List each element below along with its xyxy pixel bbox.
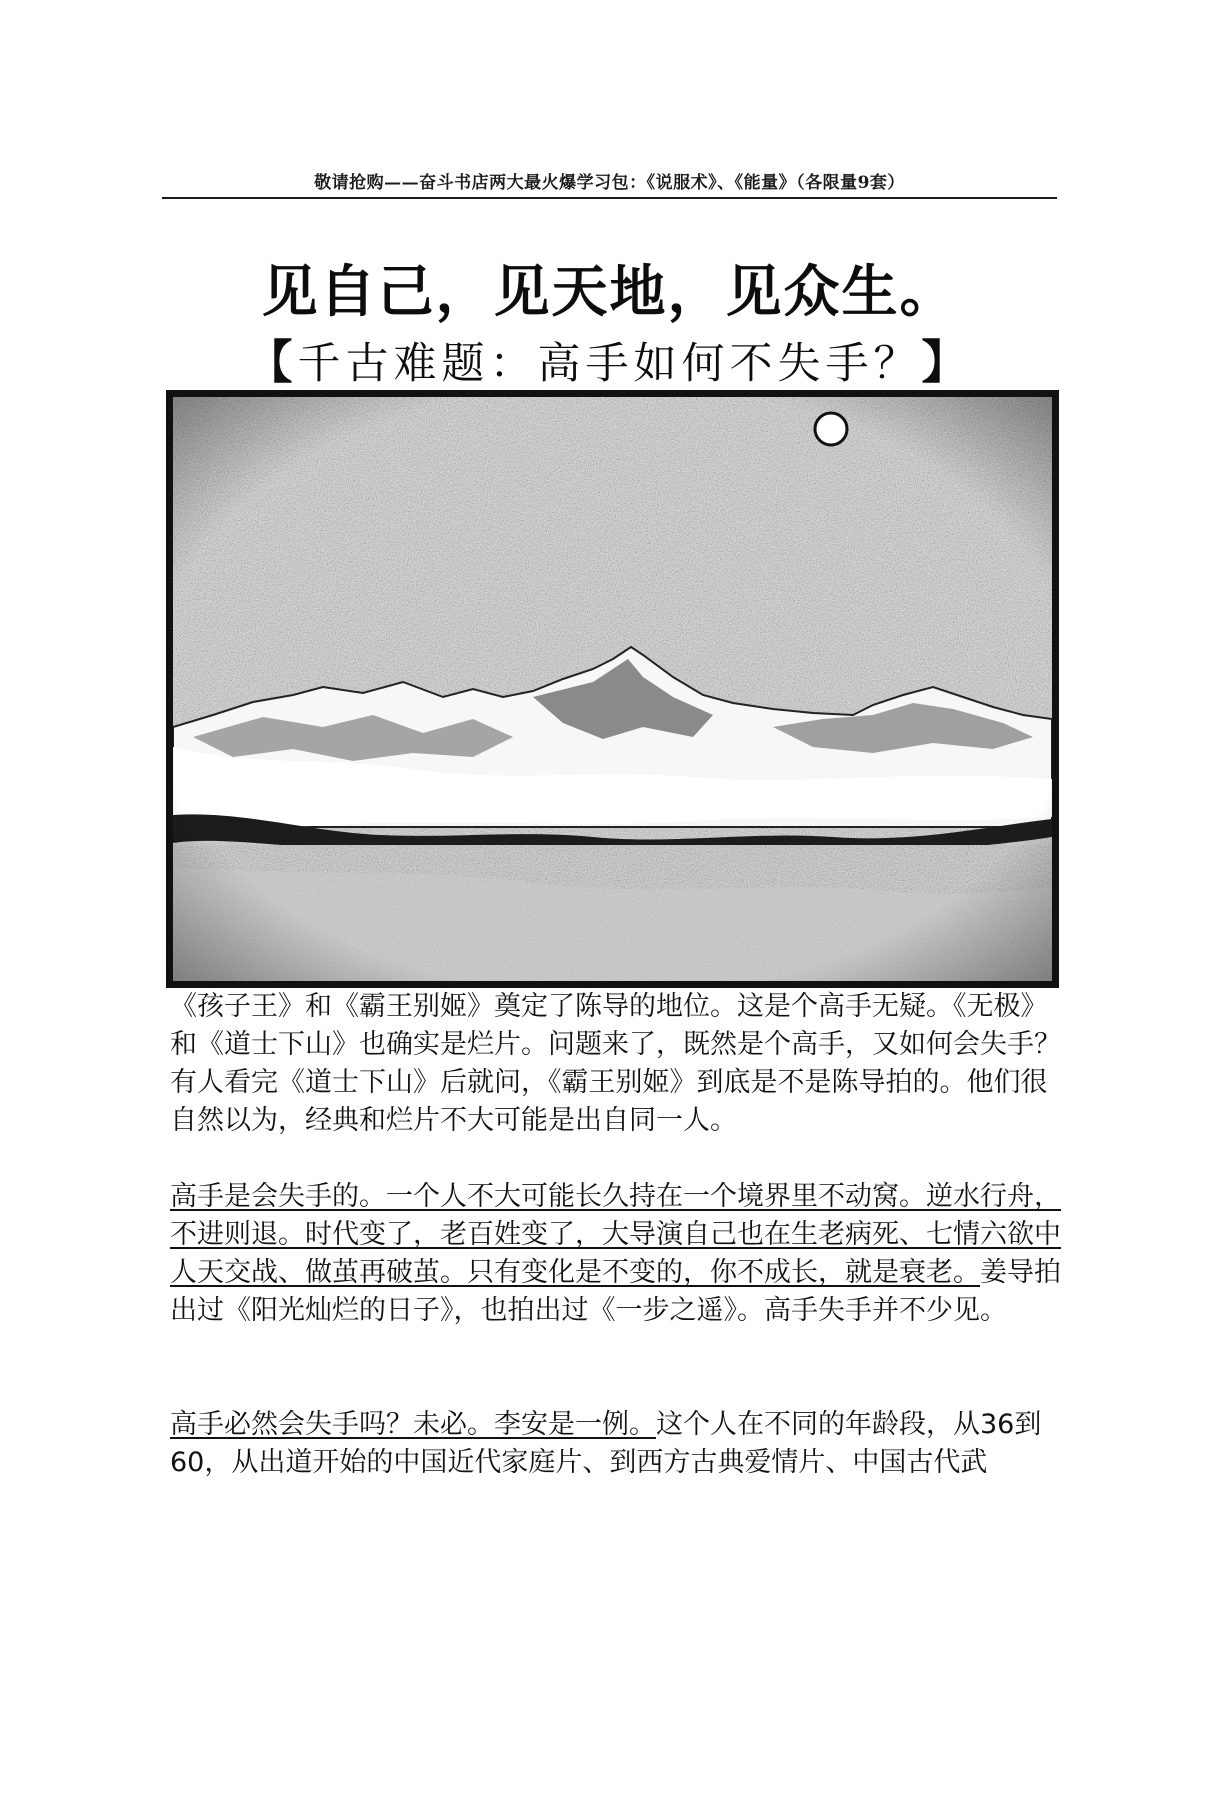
header-note: 敬请抢购——奋斗书店两大最火爆学习包：《说服术》、《能量》（各限量9套）	[314, 173, 905, 193]
paragraph-1-text: 《孩子王》和《霸王别姬》奠定了陈导的地位。这是个高手无疑。《无极》和《道士下山》也确实是烂片。问题来了，既然是个高手，又如何会失手？有人看完《道士下山》后就问，《霸王别姬》到底是不是陈导拍的。他们很自然以为，经典和烂片不大可能是出自同一人。	[170, 991, 1061, 1136]
paragraph-3-rest: 这个人在不同的年龄段，从36到60，从出道开始的中国近代家庭片、到西方古典爱情片、中国古代武	[170, 1409, 1042, 1478]
paragraph-3	[170, 1406, 1067, 1482]
paragraph-2	[170, 1178, 1067, 1330]
header-rule	[162, 197, 1057, 199]
main-title: 见自己，见天地，见众生。	[261, 260, 958, 325]
vignette	[173, 397, 1052, 981]
mountain-photo	[166, 390, 1059, 988]
sub-title-close-bracket: 】	[921, 335, 973, 389]
paragraph-3-underlined: 高手必然会失手吗？未必。李安是一例。	[170, 1409, 656, 1440]
paragraph-2-underlined: 高手是会失手的。一个人不大可能长久持在一个境界里不动窝。逆水行舟，不进则退。时代变了，老百姓变了，大导演自己也在生老病死、七情六欲中人天交战、做茧再破茧。只有变化是不变的，你不成长，就是衰老。	[170, 1181, 1061, 1288]
sub-title	[162, 326, 1057, 392]
sub-title-text: 千古难题：高手如何不失手？	[297, 339, 922, 389]
paragraph-1	[170, 988, 1067, 1140]
paragraph-2-rest: 姜导拍出过《阳光灿烂的日子》，也拍出过《一步之遥》。高手失手并不少见。	[170, 1257, 1061, 1326]
sub-title-open-bracket: 【	[246, 335, 298, 389]
mountain-illustration	[173, 397, 1052, 981]
